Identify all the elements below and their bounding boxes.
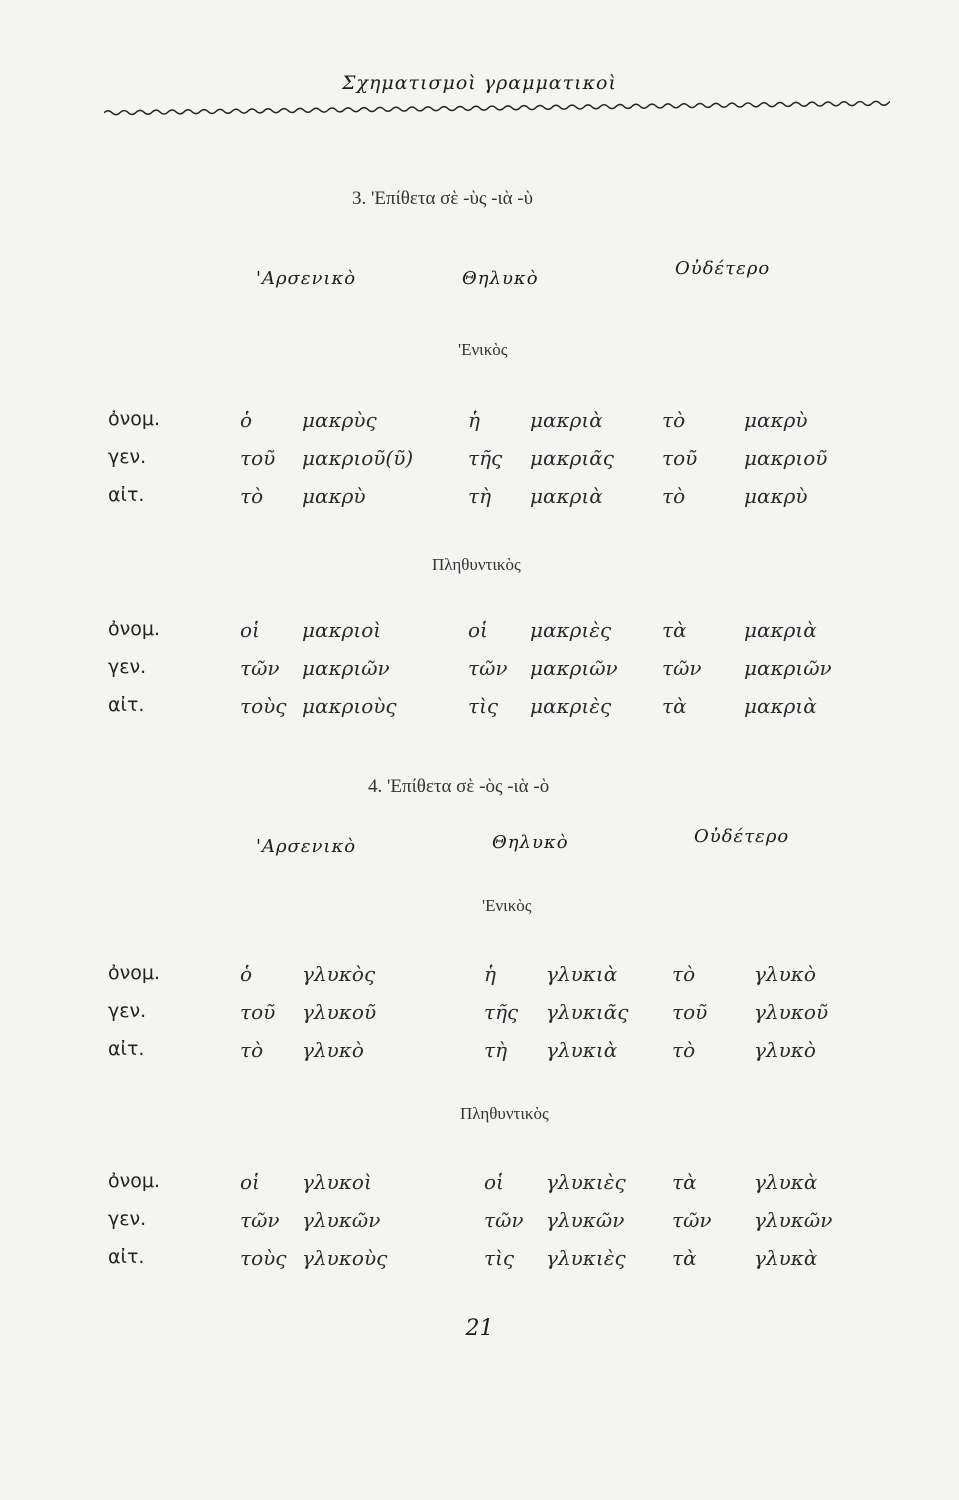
gender-masculine: 'Αρσενικὸ [256, 268, 357, 289]
case-label: αἰτ. [108, 1246, 145, 1268]
masculine-form: τῶν μακριῶν [240, 656, 390, 680]
feminine-form: τῆς μακριᾶς [468, 446, 614, 470]
table-row [0, 1038, 959, 1070]
table-row [0, 446, 959, 478]
case-label: γεν. [108, 446, 147, 468]
neuter-form: τὸ γλυκὸ [672, 1038, 816, 1062]
masculine-form: τοὺς μακριοὺς [240, 694, 397, 718]
table-row [0, 1246, 959, 1278]
case-label: αἰτ. [108, 694, 145, 716]
neuter-form: τὰ μακριὰ [662, 618, 817, 642]
table-row [0, 1208, 959, 1240]
masculine-form: οἱ μακριοὶ [240, 618, 382, 642]
feminine-form: ἡ γλυκιὰ [484, 962, 618, 986]
table-row [0, 618, 959, 650]
case-label: γεν. [108, 1000, 147, 1022]
feminine-form: τὶς μακριὲς [468, 694, 612, 718]
table-row [0, 656, 959, 688]
feminine-form: τῆς γλυκιᾶς [484, 1000, 629, 1024]
feminine-form: οἱ μακριὲς [468, 618, 612, 642]
neuter-form: τῶν μακριῶν [662, 656, 832, 680]
table-row [0, 1170, 959, 1202]
case-label: ὀνομ. [108, 408, 160, 430]
neuter-form: τὰ γλυκὰ [672, 1170, 818, 1194]
number-singular: 'Ενικὸς [482, 896, 532, 915]
masculine-form: τοῦ γλυκοῦ [240, 1000, 377, 1024]
page-number: 21 [465, 1316, 494, 1341]
masculine-form: ὁ μακρὺς [240, 408, 377, 432]
number-plural: Πληθυντικὸς [460, 1104, 549, 1123]
masculine-form: τῶν γλυκῶν [240, 1208, 381, 1232]
table-row [0, 694, 959, 726]
table-row [0, 484, 959, 516]
neuter-form: τὰ μακριὰ [662, 694, 817, 718]
section-3-title: 3. 'Επίθετα σὲ -ὺς -ιὰ -ὺ [352, 188, 534, 209]
neuter-form: τὰ γλυκὰ [672, 1246, 818, 1270]
masculine-form: τὸ γλυκὸ [240, 1038, 364, 1062]
section-4-title: 4. 'Επίθετα σὲ -ὸς -ιὰ -ὸ [368, 776, 550, 797]
masculine-form: οἱ γλυκοὶ [240, 1170, 372, 1194]
wavy-rule-ornament [104, 92, 890, 122]
gender-neuter: Οὐδέτερο [675, 258, 771, 279]
case-label: γεν. [108, 656, 147, 678]
gender-feminine: Θηλυκὸ [462, 268, 539, 289]
masculine-form: τοὺς γλυκοὺς [240, 1246, 388, 1270]
gender-feminine: Θηλυκὸ [492, 832, 569, 853]
feminine-form: οἱ γλυκιὲς [484, 1170, 626, 1194]
running-head: Σχηματισμοὶ γραμματικοὶ [342, 72, 617, 94]
case-label: ὀνομ. [108, 962, 160, 984]
case-label: ὀνομ. [108, 1170, 160, 1192]
feminine-form: τῶν μακριῶν [468, 656, 618, 680]
case-label: γεν. [108, 1208, 147, 1230]
feminine-form: τὶς γλυκιὲς [484, 1246, 626, 1270]
case-label: αἰτ. [108, 484, 145, 506]
number-singular: 'Ενικὸς [458, 340, 508, 359]
number-plural: Πληθυντικὸς [432, 555, 521, 574]
table-row [0, 408, 959, 440]
feminine-form: τῶν γλυκῶν [484, 1208, 625, 1232]
neuter-form: τοῦ γλυκοῦ [672, 1000, 829, 1024]
feminine-form: τὴ γλυκιὰ [484, 1038, 618, 1062]
table-row [0, 1000, 959, 1032]
feminine-form: τὴ μακριὰ [468, 484, 603, 508]
table-row [0, 962, 959, 994]
feminine-form: ἡ μακριὰ [468, 408, 603, 432]
case-label: ὀνομ. [108, 618, 160, 640]
neuter-form: τὸ μακρὺ [662, 484, 808, 508]
neuter-form: τὸ γλυκὸ [672, 962, 816, 986]
gender-neuter: Οὐδέτερο [694, 826, 790, 847]
masculine-form: ὁ γλυκὸς [240, 962, 376, 986]
masculine-form: τὸ μακρὺ [240, 484, 366, 508]
neuter-form: τὸ μακρὺ [662, 408, 808, 432]
case-label: αἰτ. [108, 1038, 145, 1060]
neuter-form: τοῦ μακριοῦ [662, 446, 828, 470]
neuter-form: τῶν γλυκῶν [672, 1208, 833, 1232]
gender-masculine: 'Αρσενικὸ [256, 836, 357, 857]
masculine-form: τοῦ μακριοῦ(ῦ) [240, 446, 414, 470]
